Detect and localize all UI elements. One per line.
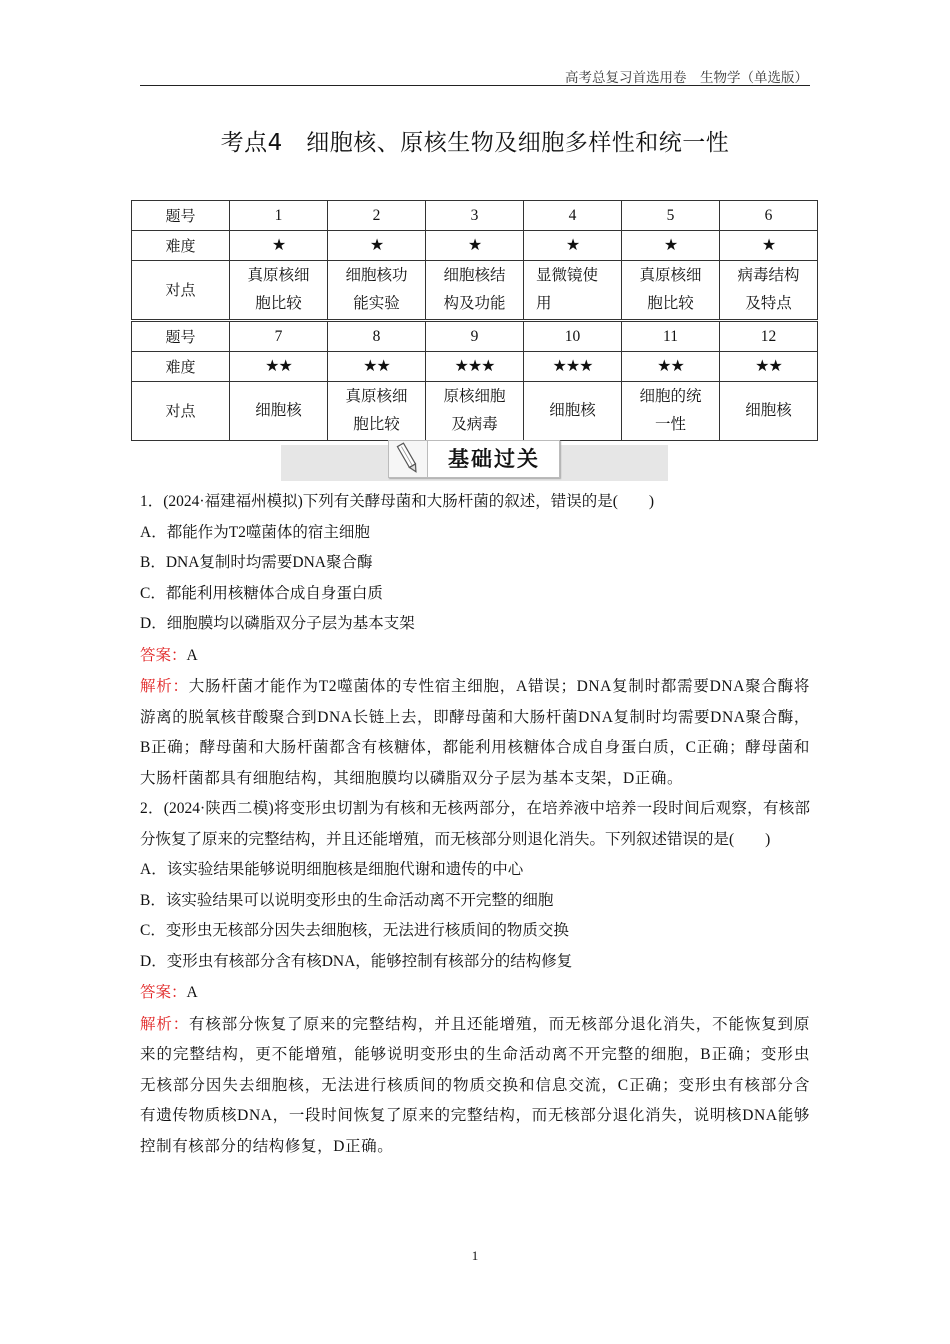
difficulty-stars: ★ <box>328 231 426 261</box>
difficulty-stars: ★★ <box>328 352 426 382</box>
table-cell: 12 <box>720 321 818 352</box>
table-cell: 6 <box>720 201 818 231</box>
analysis-text: 大肠杆菌才能作为T2噬菌体的专性宿主细胞，A错误；DNA复制时都需要DNA聚合酶将游离的脱氧核苷酸聚合到DNA长链上去，即酵母菌和大肠杆菌DNA复制时均需要DNA聚合酶，B正确；酵母菌和大肠杆菌都含有核糖体，都能利用核糖体合成自身蛋白质，C正确；酵母菌和大肠杆菌都具有细胞结构，其细胞膜均以磷脂双分子层为基本支架，D正确。 <box>140 678 810 787</box>
question-stem: 1．(2024·福建福州模拟)下列有关酵母菌和大肠杆菌的叙述，错误的是( ) <box>140 493 655 510</box>
table-cell: 细胞核 <box>230 382 328 441</box>
section-banner <box>388 440 560 478</box>
table-cell: 5 <box>622 201 720 231</box>
table-cell: 3 <box>426 201 524 231</box>
analysis-label: 解析： <box>140 677 189 695</box>
analysis-label: 解析： <box>140 1014 190 1033</box>
table-cell: 真原核细胞比较 <box>622 261 720 321</box>
table-cell: 细胞核 <box>524 382 622 441</box>
answer-label: 答案： <box>140 983 187 1001</box>
table-cell: 1 <box>230 201 328 231</box>
option-a: A．该实验结果能够说明细胞核是细胞代谢和遗传的中心 <box>140 861 524 878</box>
page-number: 1 <box>471 1248 479 1263</box>
row-label: 题号 <box>132 321 230 352</box>
row-label: 对点 <box>132 261 230 321</box>
question-stem: 2．(2024·陕西二模)将变形虫切割为有核和无核两部分，在培养液中培养一段时间后观察，有核部分恢复了原来的完整结构，并且还能增殖，而无核部分则退化消失。下列叙述错误的是( ) <box>140 800 810 848</box>
table-cell: 11 <box>622 321 720 352</box>
table-cell: 细胞的统一性 <box>622 382 720 441</box>
option-b: B．DNA复制时均需要DNA聚合酶 <box>140 554 373 571</box>
question-1 <box>140 487 810 794</box>
difficulty-stars: ★ <box>720 231 818 261</box>
table-cell: 细胞核 <box>720 382 818 441</box>
row-label: 难度 <box>132 231 230 261</box>
difficulty-stars: ★★ <box>720 352 818 382</box>
difficulty-stars: ★★ <box>230 352 328 382</box>
row-label: 难度 <box>132 352 230 382</box>
table-cell: 病毒结构及特点 <box>720 261 818 321</box>
table-cell: 细胞核结构及功能 <box>426 261 524 321</box>
header-rule <box>140 85 810 86</box>
difficulty-stars: ★ <box>622 231 720 261</box>
running-header: 高考总复习首选用卷 生物学（单选版） <box>565 70 808 85</box>
table-row <box>132 382 818 441</box>
table-cell: 真原核细胞比较 <box>230 261 328 321</box>
option-c: C．都能利用核糖体合成自身蛋白质 <box>140 584 383 602</box>
table-cell: 8 <box>328 321 426 352</box>
table-cell: 原核细胞及病毒 <box>426 382 524 441</box>
table-cell: 显微镜使用 <box>524 261 622 321</box>
table-row <box>132 352 818 382</box>
analysis-text: 有核部分恢复了原来的完整结构，并且还能增殖，而无核部分退化消失，不能恢复到原来的完整结构，更不能增殖，能够说明变形虫的生命活动离不开完整的细胞，B正确；变形虫无核部分因失去细胞核，无法进行核质间的物质交换和信息交流，C正确；变形虫有核部分含有遗传物质核DNA，一段时间恢复了原来的完整结构，而无核部分退化消失，说明核DNA能够控制有核部分的结构修复，D正确。 <box>140 1015 810 1155</box>
pencil-icon <box>389 441 428 477</box>
table-cell: 2 <box>328 201 426 231</box>
option-b: B．该实验结果可以说明变形虫的生命活动离不开完整的细胞 <box>140 891 554 909</box>
difficulty-stars: ★★★ <box>524 352 622 382</box>
analysis-paragraph <box>140 1009 810 1163</box>
table-cell: 真原核细胞比较 <box>328 382 426 441</box>
question-2 <box>140 794 810 1162</box>
table-cell: 4 <box>524 201 622 231</box>
analysis-paragraph <box>140 671 810 794</box>
option-a: A．都能作为T2噬菌体的宿主细胞 <box>140 523 370 541</box>
table-cell: 10 <box>524 321 622 352</box>
option-d: D．变形虫有核部分含有核DNA，能够控制有核部分的结构修复 <box>140 952 573 970</box>
section-title: 基础过关 <box>448 447 540 471</box>
difficulty-stars: ★ <box>230 231 328 261</box>
row-label: 对点 <box>132 382 230 441</box>
question-list <box>140 487 810 1162</box>
difficulty-stars: ★★ <box>622 352 720 382</box>
answer-value: A <box>186 984 198 1001</box>
difficulty-stars: ★ <box>426 231 524 261</box>
difficulty-stars: ★★★ <box>426 352 524 382</box>
row-label: 题号 <box>132 201 230 231</box>
answer-label: 答案： <box>140 645 187 664</box>
answer-line <box>140 640 810 672</box>
answer-line <box>140 977 810 1009</box>
table-row <box>132 261 818 321</box>
option-c: C．变形虫无核部分因失去细胞核，无法进行核质间的物质交换 <box>140 922 569 939</box>
difficulty-table <box>131 200 818 441</box>
table-cell: 7 <box>230 321 328 352</box>
page-title: 考点4 细胞核、原核生物及细胞多样性和统一性 <box>220 130 730 156</box>
answer-value: A <box>186 646 198 664</box>
table-row <box>132 201 818 231</box>
table-cell: 细胞核功能实验 <box>328 261 426 321</box>
option-d: D．细胞膜均以磷脂双分子层为基本支架 <box>140 615 415 632</box>
table-row <box>132 231 818 261</box>
table-row <box>132 321 818 352</box>
difficulty-stars: ★ <box>524 231 622 261</box>
table-cell: 9 <box>426 321 524 352</box>
